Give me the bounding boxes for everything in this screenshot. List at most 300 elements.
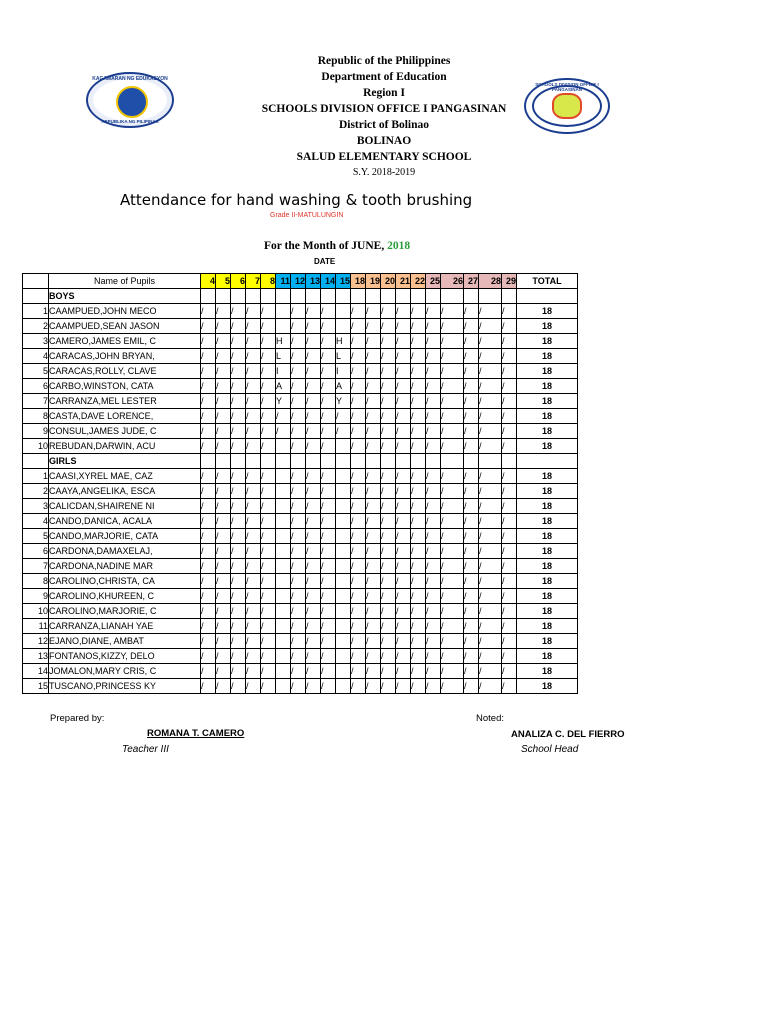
attendance-mark: /: [411, 319, 426, 334]
attendance-mark: /: [351, 619, 366, 634]
attendance-mark: /: [366, 574, 381, 589]
attendance-mark: /: [306, 544, 321, 559]
attendance-mark: /: [479, 424, 502, 439]
empty-cell: [411, 454, 426, 469]
attendance-mark: [336, 604, 351, 619]
date-header: 15: [336, 274, 351, 289]
attendance-mark: /: [381, 364, 396, 379]
attendance-mark: /: [231, 424, 246, 439]
attendance-mark: /: [464, 664, 479, 679]
attendance-mark: /: [306, 379, 321, 394]
row-number: 9: [23, 424, 49, 439]
attendance-mark: /: [201, 409, 216, 424]
attendance-mark: /: [246, 319, 261, 334]
row-number: 3: [23, 499, 49, 514]
attendance-mark: H: [276, 334, 291, 349]
empty-cell: [231, 289, 246, 304]
attendance-mark: /: [426, 424, 441, 439]
table-row: [23, 574, 578, 589]
row-number: 1: [23, 304, 49, 319]
attendance-mark: /: [321, 664, 336, 679]
attendance-mark: /: [321, 544, 336, 559]
empty-cell: [396, 454, 411, 469]
attendance-mark: /: [216, 379, 231, 394]
attendance-mark: /: [366, 424, 381, 439]
attendance-mark: /: [216, 484, 231, 499]
attendance-mark: /: [426, 574, 441, 589]
attendance-mark: /: [366, 664, 381, 679]
letterhead: [0, 53, 768, 181]
attendance-mark: /: [291, 409, 306, 424]
pupil-name: CANDO,DANICA, ACALA: [49, 514, 201, 529]
attendance-mark: /: [216, 604, 231, 619]
empty-cell: [276, 289, 291, 304]
pupil-name: CALICDAN,SHAIRENE NI: [49, 499, 201, 514]
attendance-mark: /: [291, 589, 306, 604]
attendance-mark: /: [306, 664, 321, 679]
attendance-mark: [276, 649, 291, 664]
attendance-mark: /: [351, 664, 366, 679]
section-blank-cell: [23, 289, 49, 304]
attendance-mark: /: [321, 334, 336, 349]
attendance-mark: /: [351, 589, 366, 604]
attendance-mark: /: [381, 319, 396, 334]
attendance-mark: L: [276, 349, 291, 364]
attendance-mark: /: [441, 559, 464, 574]
attendance-mark: /: [396, 304, 411, 319]
attendance-mark: /: [261, 649, 276, 664]
attendance-mark: /: [306, 319, 321, 334]
attendance-mark: /: [261, 499, 276, 514]
attendance-mark: /: [321, 319, 336, 334]
attendance-mark: /: [411, 304, 426, 319]
section-label: BOYS: [49, 289, 201, 304]
empty-cell: [426, 289, 441, 304]
attendance-mark: /: [396, 649, 411, 664]
attendance-mark: /: [366, 559, 381, 574]
attendance-mark: /: [351, 514, 366, 529]
attendance-mark: /: [464, 304, 479, 319]
attendance-mark: /: [216, 589, 231, 604]
row-total: 18: [517, 349, 578, 364]
date-header: 5: [216, 274, 231, 289]
attendance-mark: /: [321, 589, 336, 604]
attendance-mark: /: [479, 439, 502, 454]
attendance-mark: /: [396, 319, 411, 334]
empty-cell: [396, 289, 411, 304]
table-row: [23, 439, 578, 454]
attendance-mark: [336, 319, 351, 334]
date-header: 7: [246, 274, 261, 289]
row-total: 18: [517, 529, 578, 544]
attendance-mark: H: [336, 334, 351, 349]
attendance-mark: /: [291, 679, 306, 694]
attendance-mark: /: [396, 439, 411, 454]
attendance-mark: L: [336, 349, 351, 364]
table-row: [23, 634, 578, 649]
attendance-mark: /: [502, 424, 517, 439]
attendance-mark: /: [231, 679, 246, 694]
prepared-by-name: ROMANA T. CAMERO: [147, 728, 245, 739]
table-row: [23, 544, 578, 559]
attendance-mark: /: [396, 394, 411, 409]
attendance-mark: /: [261, 619, 276, 634]
attendance-mark: /: [464, 364, 479, 379]
attendance-mark: /: [216, 394, 231, 409]
attendance-mark: /: [464, 559, 479, 574]
attendance-mark: /: [502, 469, 517, 484]
row-number: 3: [23, 334, 49, 349]
prepared-by-label: Prepared by:: [50, 713, 105, 724]
attendance-mark: /: [502, 394, 517, 409]
attendance-mark: /: [502, 634, 517, 649]
attendance-mark: /: [366, 514, 381, 529]
attendance-mark: /: [246, 439, 261, 454]
attendance-mark: [276, 514, 291, 529]
attendance-mark: /: [246, 679, 261, 694]
date-header: 26: [441, 274, 464, 289]
attendance-mark: /: [441, 634, 464, 649]
attendance-mark: /: [351, 319, 366, 334]
attendance-mark: Y: [276, 394, 291, 409]
attendance-mark: /: [381, 604, 396, 619]
name-header: Name of Pupils: [49, 274, 201, 289]
attendance-mark: /: [201, 499, 216, 514]
attendance-mark: /: [231, 559, 246, 574]
attendance-mark: /: [201, 394, 216, 409]
attendance-mark: /: [321, 499, 336, 514]
attendance-mark: /: [201, 649, 216, 664]
letterhead-line: SCHOOLS DIVISION OFFICE I PANGASINAN: [261, 103, 507, 115]
attendance-mark: /: [366, 364, 381, 379]
attendance-mark: [336, 304, 351, 319]
table-row: [23, 499, 578, 514]
table-row: [23, 304, 578, 319]
attendance-mark: /: [396, 349, 411, 364]
attendance-mark: [276, 499, 291, 514]
attendance-mark: /: [411, 679, 426, 694]
attendance-mark: /: [351, 379, 366, 394]
attendance-mark: /: [502, 559, 517, 574]
attendance-mark: /: [366, 304, 381, 319]
month-label: For the Month of JUNE,: [264, 240, 385, 252]
attendance-mark: [276, 604, 291, 619]
attendance-mark: /: [366, 439, 381, 454]
attendance-mark: /: [441, 604, 464, 619]
attendance-mark: /: [396, 409, 411, 424]
attendance-mark: /: [464, 574, 479, 589]
attendance-mark: /: [306, 634, 321, 649]
attendance-mark: /: [246, 664, 261, 679]
empty-cell: [201, 289, 216, 304]
attendance-mark: /: [291, 319, 306, 334]
attendance-mark: /: [321, 484, 336, 499]
attendance-mark: /: [261, 424, 276, 439]
attendance-mark: /: [426, 604, 441, 619]
attendance-mark: /: [441, 574, 464, 589]
attendance-mark: /: [231, 544, 246, 559]
attendance-mark: [336, 574, 351, 589]
row-number: 10: [23, 439, 49, 454]
attendance-mark: /: [246, 589, 261, 604]
attendance-mark: /: [261, 394, 276, 409]
letterhead-line: Region I: [363, 87, 405, 99]
attendance-mark: /: [396, 604, 411, 619]
attendance-mark: /: [426, 379, 441, 394]
attendance-mark: /: [464, 544, 479, 559]
attendance-mark: /: [502, 439, 517, 454]
attendance-mark: /: [231, 304, 246, 319]
attendance-mark: /: [411, 499, 426, 514]
attendance-mark: /: [464, 634, 479, 649]
attendance-mark: /: [216, 574, 231, 589]
attendance-mark: /: [231, 379, 246, 394]
attendance-mark: /: [231, 529, 246, 544]
attendance-mark: /: [366, 499, 381, 514]
attendance-mark: /: [246, 559, 261, 574]
attendance-mark: /: [411, 349, 426, 364]
attendance-mark: /: [396, 589, 411, 604]
attendance-mark: /: [231, 484, 246, 499]
attendance-mark: /: [411, 469, 426, 484]
pupil-name: TUSCANO,PRINCESS KY: [49, 679, 201, 694]
attendance-mark: [336, 634, 351, 649]
document-title: Attendance for hand washing & tooth brushing: [120, 191, 473, 209]
empty-cell: [502, 289, 517, 304]
row-total: 18: [517, 619, 578, 634]
attendance-mark: /: [291, 499, 306, 514]
attendance-mark: /: [464, 439, 479, 454]
attendance-mark: /: [426, 619, 441, 634]
attendance-mark: /: [201, 379, 216, 394]
attendance-mark: /: [291, 304, 306, 319]
attendance-mark: [336, 544, 351, 559]
pupil-name: CARDONA,DAMAXELAJ,: [49, 544, 201, 559]
attendance-mark: /: [396, 334, 411, 349]
attendance-mark: /: [479, 349, 502, 364]
letterhead-line: Department of Education: [321, 71, 447, 83]
empty-cell: [381, 454, 396, 469]
pupil-name: CASTA,DAVE LORENCE,: [49, 409, 201, 424]
attendance-mark: /: [306, 679, 321, 694]
attendance-mark: [336, 559, 351, 574]
attendance-mark: /: [246, 484, 261, 499]
attendance-mark: A: [276, 379, 291, 394]
attendance-mark: /: [502, 409, 517, 424]
attendance-mark: /: [479, 649, 502, 664]
attendance-mark: /: [216, 409, 231, 424]
attendance-mark: /: [502, 364, 517, 379]
table-row: [23, 334, 578, 349]
attendance-mark: /: [246, 304, 261, 319]
attendance-mark: /: [351, 529, 366, 544]
attendance-mark: /: [441, 544, 464, 559]
table-row: [23, 424, 578, 439]
attendance-mark: /: [201, 319, 216, 334]
attendance-mark: /: [502, 619, 517, 634]
table-row: [23, 529, 578, 544]
attendance-mark: [276, 469, 291, 484]
attendance-mark: /: [441, 304, 464, 319]
attendance-mark: /: [291, 544, 306, 559]
attendance-mark: /: [351, 424, 366, 439]
empty-cell: [261, 454, 276, 469]
attendance-mark: /: [464, 604, 479, 619]
table-row: [23, 649, 578, 664]
attendance-mark: /: [411, 544, 426, 559]
attendance-mark: /: [201, 664, 216, 679]
attendance-mark: /: [366, 679, 381, 694]
attendance-mark: /: [381, 484, 396, 499]
attendance-mark: [336, 514, 351, 529]
attendance-mark: /: [502, 679, 517, 694]
attendance-mark: [336, 529, 351, 544]
attendance-mark: /: [231, 334, 246, 349]
attendance-mark: /: [381, 664, 396, 679]
attendance-mark: /: [366, 544, 381, 559]
attendance-mark: /: [306, 364, 321, 379]
attendance-mark: /: [291, 349, 306, 364]
attendance-mark: /: [261, 439, 276, 454]
attendance-mark: /: [464, 424, 479, 439]
row-total: 18: [517, 574, 578, 589]
empty-cell: [291, 454, 306, 469]
attendance-mark: /: [246, 544, 261, 559]
attendance-mark: /: [351, 634, 366, 649]
attendance-mark: /: [366, 379, 381, 394]
row-total: 18: [517, 469, 578, 484]
attendance-mark: /: [306, 604, 321, 619]
school-year: S.Y. 2018-2019: [352, 167, 416, 178]
attendance-mark: /: [441, 349, 464, 364]
attendance-mark: /: [246, 379, 261, 394]
attendance-mark: /: [411, 379, 426, 394]
empty-cell: [502, 454, 517, 469]
row-total: 18: [517, 364, 578, 379]
attendance-mark: /: [464, 619, 479, 634]
attendance-mark: /: [231, 499, 246, 514]
attendance-mark: /: [216, 544, 231, 559]
attendance-mark: /: [351, 394, 366, 409]
attendance-mark: /: [366, 394, 381, 409]
attendance-mark: [336, 499, 351, 514]
attendance-mark: /: [306, 439, 321, 454]
attendance-mark: /: [231, 319, 246, 334]
attendance-mark: [336, 679, 351, 694]
noted-title: School Head: [521, 744, 579, 755]
attendance-mark: /: [351, 409, 366, 424]
pupil-name: CAMERO,JAMES EMIL, C: [49, 334, 201, 349]
attendance-mark: /: [306, 469, 321, 484]
attendance-mark: /: [426, 679, 441, 694]
attendance-mark: [336, 439, 351, 454]
empty-cell: [216, 289, 231, 304]
attendance-mark: /: [261, 334, 276, 349]
attendance-mark: /: [479, 574, 502, 589]
attendance-mark: /: [464, 484, 479, 499]
attendance-mark: /: [411, 619, 426, 634]
grade-section: Grade II-MATULUNGIN: [270, 212, 344, 219]
attendance-mark: /: [231, 409, 246, 424]
attendance-mark: /: [479, 499, 502, 514]
attendance-mark: /: [321, 409, 336, 424]
attendance-mark: /: [479, 664, 502, 679]
attendance-mark: /: [231, 649, 246, 664]
row-number: 5: [23, 364, 49, 379]
attendance-mark: /: [426, 334, 441, 349]
attendance-mark: /: [441, 649, 464, 664]
attendance-mark: /: [201, 544, 216, 559]
attendance-mark: /: [246, 394, 261, 409]
attendance-mark: /: [216, 439, 231, 454]
attendance-mark: /: [426, 349, 441, 364]
attendance-mark: /: [291, 439, 306, 454]
attendance-mark: /: [351, 304, 366, 319]
attendance-mark: /: [321, 379, 336, 394]
date-header: 25: [426, 274, 441, 289]
attendance-mark: /: [306, 334, 321, 349]
empty-cell: [246, 289, 261, 304]
date-header: 13: [306, 274, 321, 289]
attendance-mark: /: [231, 574, 246, 589]
attendance-mark: /: [306, 409, 321, 424]
attendance-mark: /: [231, 349, 246, 364]
attendance-mark: [276, 484, 291, 499]
attendance-mark: /: [306, 529, 321, 544]
attendance-mark: /: [291, 664, 306, 679]
empty-cell: [201, 454, 216, 469]
table-row: [23, 364, 578, 379]
attendance-mark: /: [366, 319, 381, 334]
attendance-mark: /: [464, 379, 479, 394]
attendance-mark: /: [351, 484, 366, 499]
attendance-mark: /: [201, 469, 216, 484]
attendance-mark: /: [291, 514, 306, 529]
attendance-mark: /: [231, 394, 246, 409]
table-row: [23, 319, 578, 334]
attendance-mark: /: [502, 589, 517, 604]
attendance-mark: /: [411, 559, 426, 574]
attendance-mark: [336, 484, 351, 499]
row-total: 18: [517, 334, 578, 349]
attendance-mark: /: [351, 544, 366, 559]
attendance-mark: /: [441, 379, 464, 394]
attendance-mark: /: [306, 514, 321, 529]
date-header: 18: [351, 274, 366, 289]
table-row: [23, 469, 578, 484]
attendance-mark: /: [291, 529, 306, 544]
attendance-mark: /: [216, 529, 231, 544]
attendance-mark: /: [291, 394, 306, 409]
attendance-mark: /: [321, 394, 336, 409]
table-row: [23, 604, 578, 619]
attendance-mark: /: [351, 334, 366, 349]
attendance-mark: /: [231, 589, 246, 604]
attendance-mark: /: [396, 514, 411, 529]
row-total: 18: [517, 679, 578, 694]
attendance-mark: /: [426, 529, 441, 544]
attendance-mark: /: [479, 679, 502, 694]
row-total: 18: [517, 559, 578, 574]
attendance-mark: /: [201, 514, 216, 529]
attendance-mark: [276, 529, 291, 544]
attendance-mark: /: [381, 469, 396, 484]
attendance-mark: /: [306, 649, 321, 664]
row-number: 8: [23, 409, 49, 424]
attendance-mark: /: [464, 649, 479, 664]
attendance-mark: /: [306, 424, 321, 439]
table-row: [23, 379, 578, 394]
